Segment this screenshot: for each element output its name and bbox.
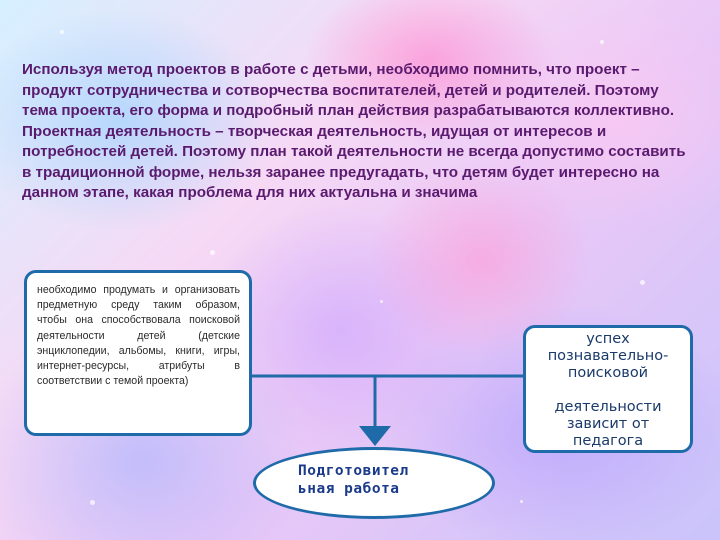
teacher-role-line: зависит от xyxy=(566,416,650,432)
preparatory-work-line: ьная работа xyxy=(298,481,400,497)
teacher-role-line: педагога xyxy=(572,433,644,449)
preparation-details-text: необходимо продумать и организовать предметную среду таким образом, чтобы она способствовала поисковой деятельности детей (детские энциклопедии, альбомы, книги, игры, интернет-ресурсы, атрибуты в соответствии с темой проекта) xyxy=(37,284,240,388)
teacher-role-line: успех xyxy=(586,331,630,347)
main-text: Используя метод проектов в работе с детьми, необходимо помнить, что проект – продукт сотрудничества и сотворчества воспитателей, детей и родителей. Поэтому тема проекта, его форма и подробный план действия разрабатываются коллективно. Проектная деятельность – творческая деятельность, идущая от интересов и потребностей детей. Поэтому план такой деятельности не всегда допустимо составить в традиционной форме, нельзя заранее предугадать, что детям будет интересно на данном этапе, какая проблема для них актуальна и значима xyxy=(22,61,686,201)
teacher-role-line: поисковой xyxy=(567,365,649,381)
preparatory-work-line: Подготовител xyxy=(298,463,409,479)
preparation-details-box xyxy=(24,270,252,436)
down-arrow-icon xyxy=(359,376,391,446)
teacher-role-line: деятельности xyxy=(554,399,662,415)
teacher-role-text xyxy=(523,331,693,450)
preparatory-work-label xyxy=(298,462,478,498)
teacher-role-line: познавательно- xyxy=(547,348,669,364)
